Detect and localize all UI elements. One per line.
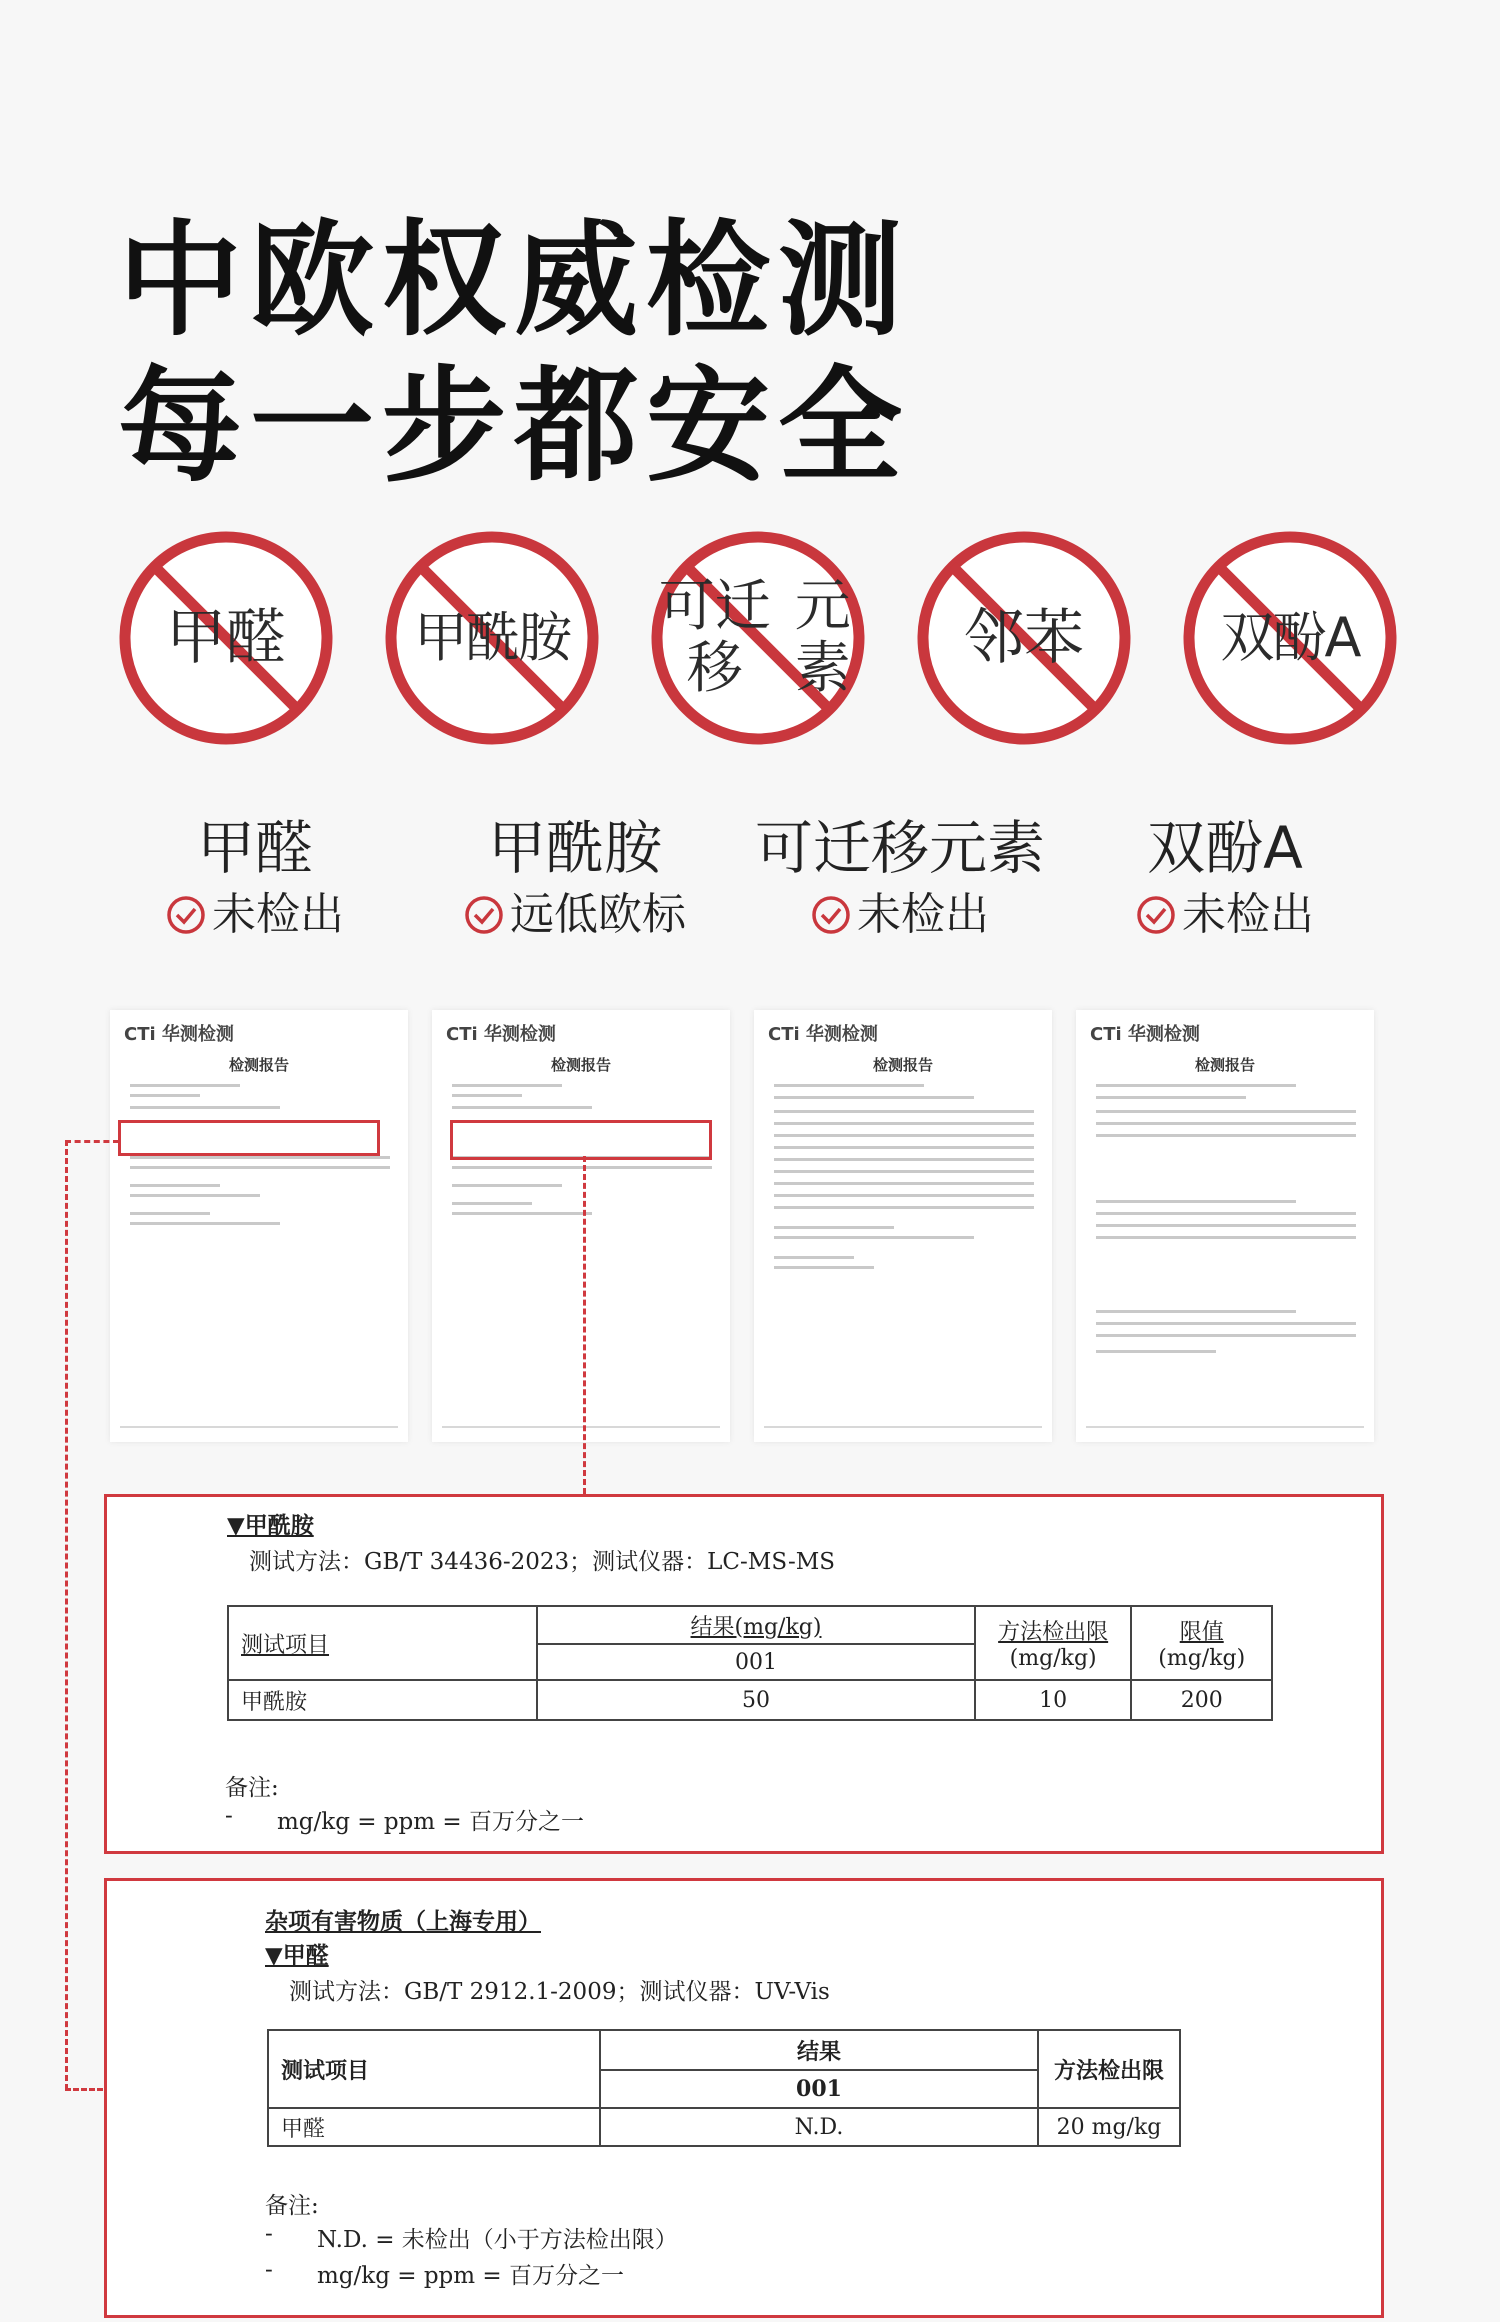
no-phthalate-icon (916, 530, 1132, 746)
report-thumbnail (1076, 1010, 1374, 1442)
connector-formaldehyde-top (65, 1140, 119, 1143)
report-highlight-formamide (450, 1120, 712, 1160)
cell-item: 甲醛 (268, 2108, 600, 2146)
col-header-item: 测试项目 (268, 2030, 600, 2108)
note-dash: - (225, 1803, 233, 1829)
hero-line-1: 中欧权威检测 (118, 209, 911, 353)
col-header-mdl: 方法检出限 (mg/kg) (975, 1606, 1132, 1680)
cell-result: N.D. (600, 2108, 1038, 2146)
icon-label: 邻苯 (964, 603, 1084, 673)
cell-item: 甲酰胺 (228, 1680, 537, 1720)
summary-formaldehyde (130, 812, 380, 947)
no-migratable-elements-icon (650, 530, 866, 746)
cell-mdl: 10 (975, 1680, 1132, 1720)
cell-mdl: 20 mg/kg (1038, 2108, 1180, 2146)
section-heading: ▼甲酰胺 (227, 1512, 314, 1539)
cti-logo: CTi 华测检测 (1090, 1024, 1200, 1045)
note-title: 备注: (225, 1775, 279, 1801)
note-line-1: N.D. = 未检出（小于方法检出限） (317, 2227, 678, 2253)
icon-label (650, 530, 866, 746)
result-table (227, 1605, 1273, 1721)
hero-line-2: 每一步都安全 (118, 355, 911, 499)
summary-name: 甲醛 (196, 814, 313, 882)
summary-name: 双酚A (1147, 814, 1303, 882)
summary-name: 可迁移元素 (754, 814, 1045, 882)
zoom-excerpt-formaldehyde (104, 1878, 1384, 2318)
col-header-limit: 限值 (mg/kg) (1131, 1606, 1272, 1680)
summary-status-text: 远低欧标 (510, 889, 686, 940)
note-dash: - (265, 2257, 273, 2283)
summary-status (430, 888, 720, 942)
connector-formaldehyde-bottom (65, 2088, 103, 2091)
col-header-mdl: 方法检出限 (1038, 2030, 1180, 2108)
summary-status (130, 888, 380, 942)
icon-label: 甲醛 (166, 603, 286, 673)
report-highlight-formaldehyde (118, 1120, 380, 1156)
note-line-2: mg/kg = ppm = 百万分之一 (317, 2263, 624, 2289)
check-circle-icon (464, 895, 504, 935)
section-heading: ▼甲醛 (265, 1942, 329, 1969)
summary-status-text: 未检出 (212, 889, 344, 940)
test-method: 测试方法：GB/T 2912.1-2009；测试仪器：UV-Vis (289, 1979, 830, 2005)
col-header-result: 结果 (600, 2030, 1038, 2070)
note-dash: - (265, 2221, 273, 2247)
report-thumbnail (432, 1010, 730, 1442)
summary-status-text: 未检出 (1182, 889, 1314, 940)
report-title: 检测报告 (872, 1056, 933, 1074)
cell-limit: 200 (1131, 1680, 1272, 1720)
report-title: 检测报告 (1194, 1056, 1255, 1074)
col-header-result: 结果(mg/kg) (537, 1606, 975, 1644)
zoom-excerpt-formamide (104, 1494, 1384, 1854)
icon-label-line-2: 元素 (794, 574, 851, 701)
note-title: 备注: (265, 2193, 319, 2219)
table-row (228, 1680, 1272, 1720)
cti-logo: CTi 华测检测 (768, 1024, 878, 1045)
check-circle-icon (811, 895, 851, 935)
no-bisphenol-a-icon (1182, 530, 1398, 746)
result-table (267, 2029, 1181, 2147)
cti-logo: CTi 华测检测 (124, 1024, 234, 1045)
col-header-sample: 001 (537, 1644, 975, 1680)
col-header-sample: 001 (600, 2070, 1038, 2108)
cti-logo: CTi 华测检测 (446, 1024, 556, 1045)
icon-label: 甲酰胺 (414, 606, 570, 669)
summary-status (735, 888, 1065, 942)
no-formaldehyde-icon (118, 530, 334, 746)
hero-title (118, 208, 910, 500)
connector-formaldehyde-vertical (65, 1140, 68, 2090)
col-header-item: 测试项目 (228, 1606, 537, 1680)
check-circle-icon (166, 895, 206, 935)
note-line-1: mg/kg = ppm = 百万分之一 (277, 1809, 584, 1835)
test-method: 测试方法：GB/T 34436-2023；测试仪器：LC-MS-MS (249, 1549, 836, 1575)
report-thumbnail (754, 1010, 1052, 1442)
summary-formamide (430, 812, 720, 947)
report-title: 检测报告 (228, 1056, 289, 1074)
summary-bisphenol-a (1100, 812, 1350, 947)
report-title: 检测报告 (550, 1056, 611, 1074)
section-title: 杂项有害物质（上海专用） (265, 1908, 541, 1935)
check-circle-icon (1136, 895, 1176, 935)
prohibition-icon-row (118, 530, 1398, 746)
report-thumbnail (110, 1010, 408, 1442)
no-formamide-icon (384, 530, 600, 746)
summary-migratable-elements (735, 812, 1065, 947)
cell-result: 50 (537, 1680, 975, 1720)
summary-name: 甲酰胺 (487, 814, 662, 882)
connector-formamide (583, 1156, 586, 1494)
icon-label: 双酚A (1220, 606, 1360, 669)
summary-status (1100, 888, 1350, 942)
icon-label-line-1: 可迁移 (658, 574, 771, 701)
table-row (268, 2108, 1180, 2146)
summary-status-text: 未检出 (857, 889, 989, 940)
